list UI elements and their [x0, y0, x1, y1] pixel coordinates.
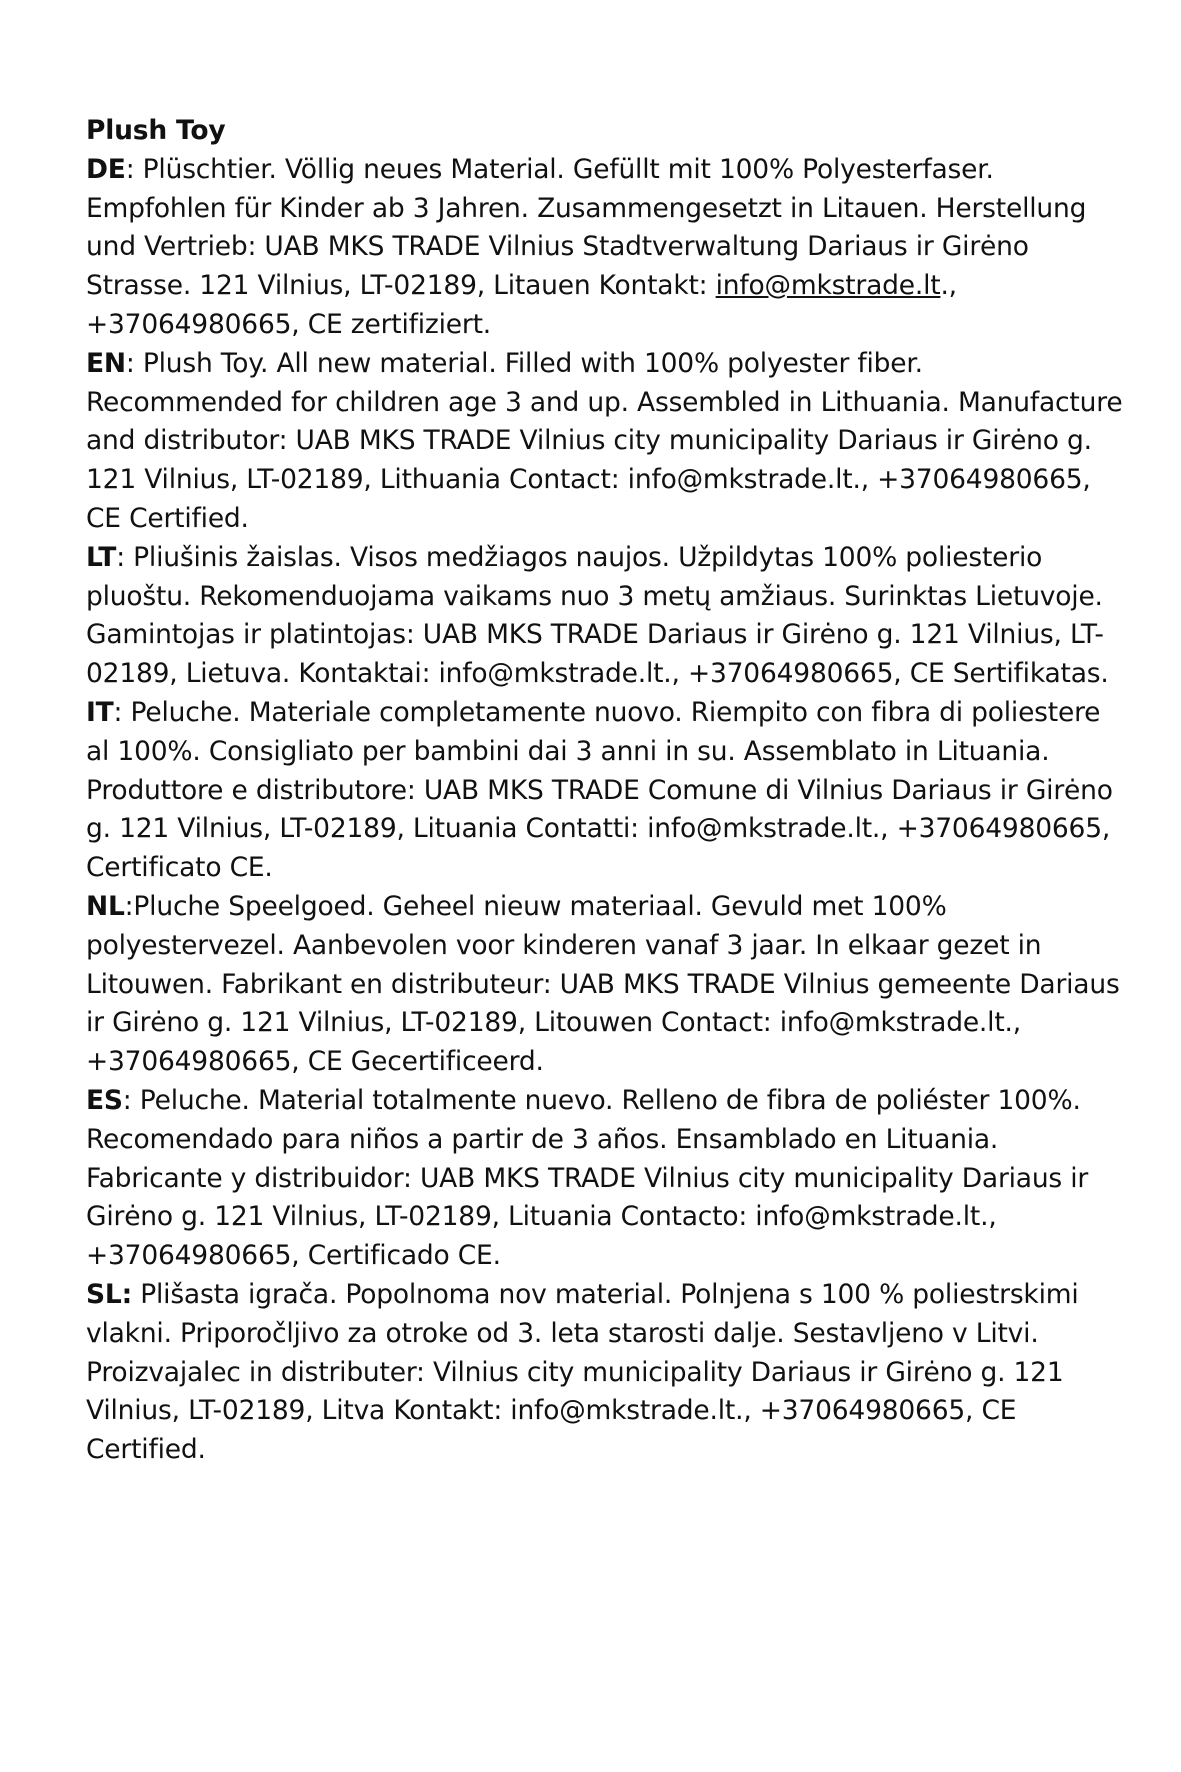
email-link[interactable]: info@mkstrade.lt	[715, 270, 941, 302]
section-sl-text: Plišasta igrača. Popolnoma nov material. Polnjena s 100 % poliestrskimi vlakni. Priporočljivo za otroke od 3. leta starosti dalje. Sestavljeno v Litvi. Proizvajalec in distributer: Vilnius city municipality Dariaus ir Girėno g. 121 Vilnius, LT-02189, Litva Kontakt: info@mkstrade.lt., +37064980665, CE Certified.	[86, 1278, 1079, 1466]
section-en-text: Plush Toy. All new material. Filled with 100% polyester fiber. Recommended for children age 3 and up. Assembled in Lithuania. Manufacture and distributor: UAB MKS TRADE Vilnius city municipality Dariaus ir Girėno g. 121 Vilnius, LT-02189, Lithuania Contact: info@mkstrade.lt., +37064980665, CE Certified.	[86, 347, 1123, 534]
section-it-text: Peluche. Materiale completamente nuovo. Riempito con fibra di poliestere al 100%. Consigliato per bambini dai 3 anni in su. Assemblato in Lituania. Produttore e distributore: UAB MKS TRADE Comune di Vilnius Dariaus ir Girėno g. 121 Vilnius, LT-02189, Lituania Contatti: info@mkstrade.lt., +37064980665, Certificato CE.	[86, 696, 1113, 884]
separator-lt: :	[116, 541, 134, 573]
language-code-it: IT	[86, 696, 114, 728]
language-code-nl: NL	[86, 890, 125, 922]
section-it	[86, 694, 1126, 888]
section-es	[86, 1082, 1126, 1276]
language-code-en: EN	[86, 347, 126, 379]
section-de-text: Plüschtier. Völlig neues Material. Gefüllt mit 100% Polyesterfaser. Empfohlen für Kinder ab 3 Jahren. Zusammengesetzt in Litauen. Herstellung und Vertrieb: UAB MKS TRADE Vilnius Stadtverwaltung Dariaus ir Girėno Strasse. 121 Vilnius, LT-02189, Litauen Kontakt:	[86, 153, 1087, 302]
section-de-text-end: ., +37064980665, CE zertifiziert.	[86, 270, 957, 340]
section-sl	[86, 1276, 1126, 1470]
section-nl-text: Pluche Speelgoed. Geheel nieuw materiaal. Gevuld met 100% polyestervezel. Aanbevolen voor kinderen vanaf 3 jaar. In elkaar gezet in Litouwen. Fabrikant en distributeur: UAB MKS TRADE Vilnius gemeente Dariaus ir Girėno g. 121 Vilnius, LT-02189, Litouwen Contact: info@mkstrade.lt., +37064980665, CE Gecertificeerd.	[86, 890, 1120, 1078]
section-lt	[86, 539, 1126, 694]
section-nl	[86, 888, 1126, 1082]
language-code-es: ES	[86, 1084, 123, 1116]
language-code-lt: LT	[86, 541, 117, 573]
separator-es: :	[122, 1084, 140, 1116]
section-es-text: Peluche. Material totalmente nuevo. Relleno de fibra de poliéster 100%. Recomendado para niños a partir de 3 años. Ensamblado en Lituania. Fabricante y distribuidor: UAB MKS TRADE Vilnius city municipality Dariaus ir Girėno g. 121 Vilnius, LT-02189, Lituania Contacto: info@mkstrade.lt., +37064980665, Certificado CE.	[86, 1084, 1089, 1272]
separator-it: :	[113, 696, 131, 728]
label-document	[86, 112, 1126, 1470]
document-title: Plush Toy	[86, 115, 226, 146]
section-de	[86, 151, 1126, 345]
separator-nl: :	[124, 890, 134, 922]
section-lt-text: Pliušinis žaislas. Visos medžiagos naujos. Užpildytas 100% poliesterio pluoštu. Rekomenduojama vaikams nuo 3 metų amžiaus. Surinktas Lietuvoje. Gamintojas ir platintojas: UAB MKS TRADE Dariaus ir Girėno g. 121 Vilnius, LT-02189, Lietuva. Kontaktai: info@mkstrade.lt., +37064980665, CE Sertifikatas.	[86, 541, 1109, 690]
language-code-sl: SL:	[86, 1278, 132, 1310]
language-code-de: DE	[86, 153, 126, 185]
separator-de: :	[125, 153, 143, 185]
separator-sl	[132, 1279, 140, 1310]
separator-en: :	[125, 347, 143, 379]
section-en	[86, 345, 1126, 539]
